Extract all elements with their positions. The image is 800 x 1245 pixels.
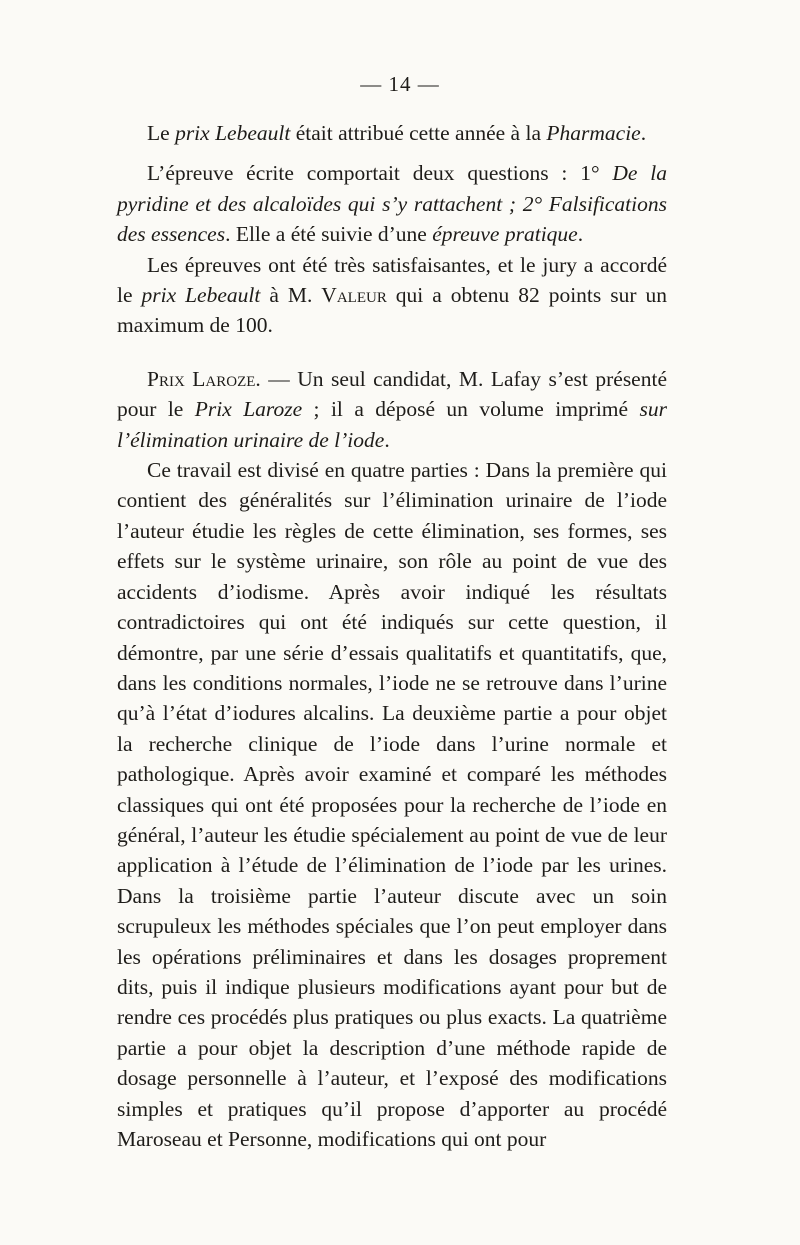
italic-epreuve-pratique: épreuve pratique [432, 222, 578, 247]
italic-prize-name: prix Lebeault [141, 283, 261, 308]
italic-prize-name: prix Lebeault [175, 121, 291, 145]
text-run: . Elle a été suivie d’une [225, 222, 433, 247]
text-run: à M. [260, 283, 322, 308]
paragraph-prix-lebeault-intro [117, 118, 667, 148]
text-run: était attribué cette année à la [290, 121, 547, 145]
paragraph-epreuve-ecrite [117, 158, 667, 249]
text-run: . [640, 121, 647, 145]
text-run: . [577, 222, 584, 247]
paragraph-prix-laroze [117, 364, 667, 455]
text-run: qui a obtenu 82 points sur un maximum de 100. [117, 283, 667, 338]
italic-prize-name: Prix Laroze [194, 397, 303, 422]
italic-question-titles: De la pyridine et des alcaloïdes qui s’y rattachent ; 2° Falsifications des essences [117, 161, 667, 247]
section-heading-prix-laroze: Prix Laroze [147, 366, 256, 391]
text-run: . — Un seul candidat, M. Lafay s’est présenté pour le [117, 366, 667, 422]
italic-work-title: sur l’élimination urinaire de l’iode [117, 397, 667, 452]
body-text [117, 118, 667, 1154]
italic-discipline: Pharmacie [546, 121, 641, 145]
page-number: — 14 — [360, 72, 440, 96]
paragraph-resultats-lebeault [117, 250, 667, 341]
text-run: Le [147, 121, 176, 145]
laureate-name: Valeur [321, 283, 387, 308]
text-run: Les épreuves ont été très satisfaisantes, et le jury a accordé le [117, 252, 667, 308]
text-run: ; il a déposé un volume imprimé [302, 397, 640, 422]
paragraph-travail-description: Ce travail est divisé en quatre parties : Dans la première qui contient des généralités sur l’élimination urinaire de l’iode l’auteur étudie les règles de cette élimination, ses formes, ses effets sur le système urinaire, son rôle au point de vue des accidents d’iodisme. Après avoir indiqué les résultats contradictoires qui ont été indiqués sur cette question, il démontre, par une série d’essais qualitatifs et quantitatifs, que, dans les conditions normales, l’iode ne se retrouve dans l’urine qu’à l’état d’iodures alcalins. La deuxième partie a pour objet la recherche clinique de l’iode dans l’urine normale et pathologique. Après avoir examiné et comparé les méthodes classiques qui ont été proposées pour la recherche de l’iode en général, l’auteur les étudie spécialement au point de vue de leur application à l’étude de l’élimination de l’iode par les urines. Dans la troisième partie l’auteur discute avec un soin scrupuleux les méthodes spéciales que l’on peut employer dans les opérations préliminaires et dans les dosages proprement dits, puis il indique plusieurs modifications ayant pour but de rendre ces procédés plus pratiques ou plus exacts. La quatrième partie a pour objet la description d’une méthode rapide de dosage personnelle à l’auteur, et l’exposé des modifications simples et pratiques qu’il propose d’apporter au procédé Maroseau et Personne, modifications qui ont pour [117, 458, 667, 1151]
text-run: L’épreuve écrite comportait deux questions : 1° [147, 161, 613, 186]
text-run: . [384, 427, 390, 452]
